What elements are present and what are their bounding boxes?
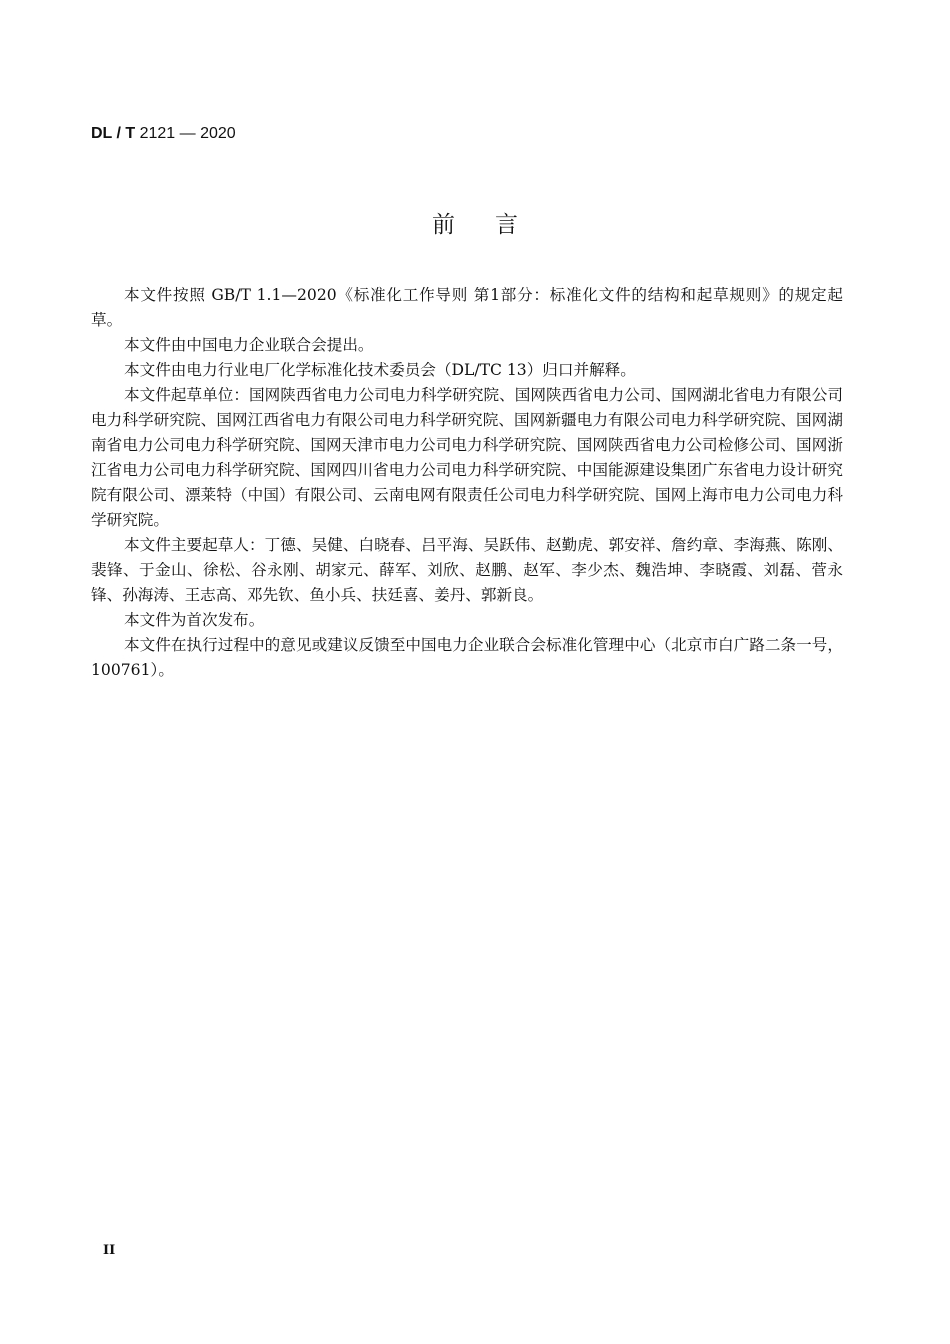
paragraph-first-release: 本文件为首次发布。 bbox=[124, 611, 265, 629]
foreword-body bbox=[91, 283, 843, 683]
paragraph-committee: 本文件由电力行业电厂化学标准化技术委员会（DL/TC 13）归口并解释。 bbox=[124, 361, 636, 379]
paragraph-drafters: 本文件主要起草人：丁德、吴健、白晓春、吕平海、吴跃伟、赵勤虎、郭安祥、詹约章、李海燕、陈刚、裴锋、于金山、徐松、谷永刚、胡家元、薛军、刘欣、赵鹏、赵军、李少杰、魏浩坤、李晓霞、刘磊、菅永锋、孙海涛、王志高、邓先钦、鱼小兵、扶廷喜、姜丹、郭新良。 bbox=[91, 536, 843, 604]
standard-number: 2121 — 2020 bbox=[135, 125, 236, 142]
page-title: 前言 bbox=[432, 212, 558, 238]
page-number: II bbox=[103, 1243, 116, 1258]
paragraph-drafting-rule: 本文件按照 GB/T 1.1—2020《标准化工作导则 第1部分：标准化文件的结构和起草规则》的规定起草。 bbox=[91, 286, 843, 329]
paragraph-drafting-units: 本文件起草单位：国网陕西省电力公司电力科学研究院、国网陕西省电力公司、国网湖北省电力有限公司电力科学研究院、国网江西省电力有限公司电力科学研究院、国网新疆电力有限公司电力科学研究院、国网湖南省电力公司电力科学研究院、国网天津市电力公司电力科学研究院、国网陕西省电力公司检修公司、国网浙江省电力公司电力科学研究院、国网四川省电力公司电力科学研究院、中国能源建设集团广东省电力设计研究院有限公司、漂莱特（中国）有限公司、云南电网有限责任公司电力科学研究院、国网上海市电力公司电力科学研究院。 bbox=[91, 386, 843, 529]
paragraph-proposer: 本文件由中国电力企业联合会提出。 bbox=[124, 336, 374, 354]
standard-prefix: DL / T bbox=[91, 125, 136, 142]
paragraph-feedback: 本文件在执行过程中的意见或建议反馈至中国电力企业联合会标准化管理中心（北京市白广路二条一号，100761）。 bbox=[91, 636, 843, 679]
standard-code bbox=[91, 125, 236, 143]
